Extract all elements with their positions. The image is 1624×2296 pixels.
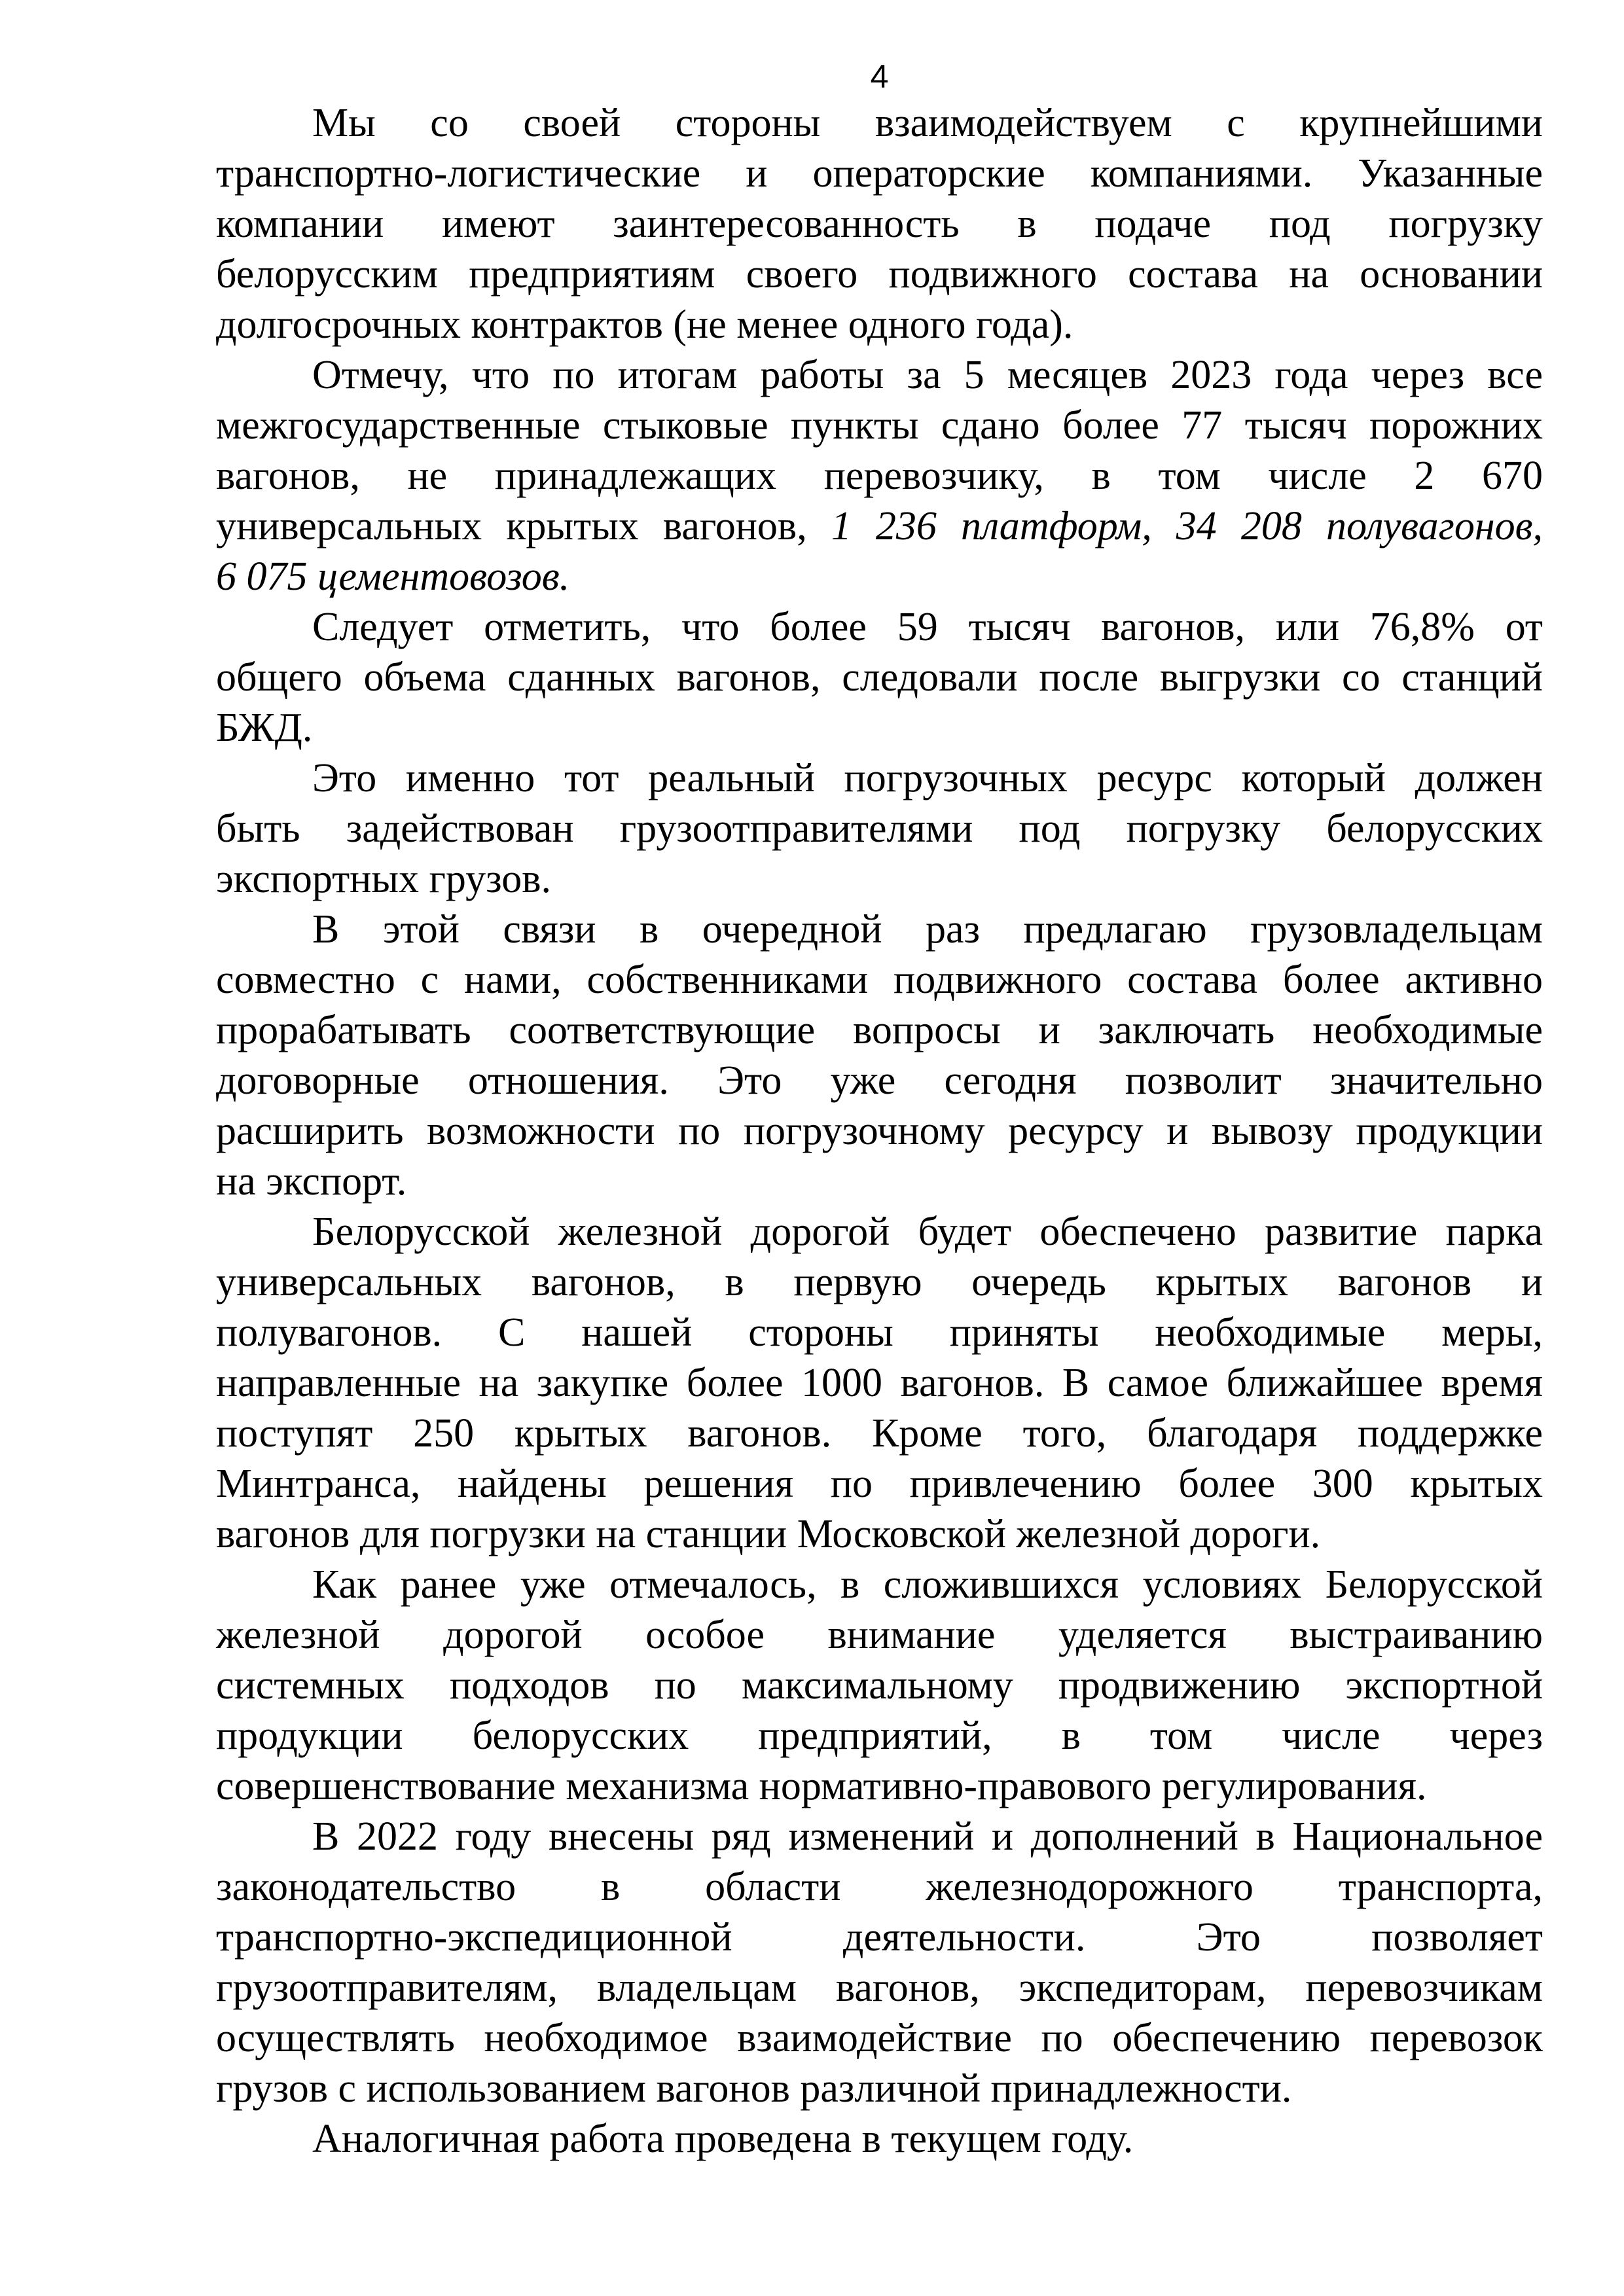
paragraph bbox=[216, 1207, 1543, 1560]
text-line: Минтранса, найдены решения по привлечению более 300 крытых bbox=[216, 1462, 1543, 1506]
text-line: Это именно тот реальный погрузочных ресурс который должен bbox=[312, 756, 1543, 800]
text-line: продукции белорусских предприятий, в том числе через bbox=[216, 1713, 1543, 1758]
text-line: вагонов, не принадлежащих перевозчику, в том числе 2 670 bbox=[216, 454, 1543, 498]
text-line: БЖД. bbox=[216, 706, 313, 750]
text-line: направленные на закупке более 1000 вагонов. В самое ближайшее время bbox=[216, 1361, 1543, 1405]
text-line: межгосударственные стыковые пункты сдано более 77 тысяч порожних bbox=[216, 403, 1543, 448]
paragraph bbox=[216, 905, 1543, 1207]
text-line: 6 075 цементовозов. bbox=[216, 554, 570, 599]
paragraph bbox=[216, 98, 1543, 350]
text-line: белорусским предприятиям своего подвижного состава на основании bbox=[216, 252, 1543, 296]
text-line: поступят 250 крытых вагонов. Кроме того, благодаря поддержке bbox=[216, 1411, 1543, 1456]
text-line: железной дорогой особое внимание уделяется выстраиванию bbox=[216, 1613, 1543, 1657]
text-line: компании имеют заинтересованность в подаче под погрузку bbox=[216, 202, 1543, 246]
text-line: Белорусской железной дорогой будет обеспечено развитие парка bbox=[312, 1210, 1543, 1254]
text-line: В этой связи в очередной раз предлагаю грузовладельцам bbox=[312, 907, 1543, 952]
text-line: Аналогичная работа проведена в текущем году. bbox=[312, 2117, 1134, 2161]
text-line: осуществлять необходимое взаимодействие по обеспечению перевозок bbox=[216, 2016, 1543, 2060]
text-line: вагонов для погрузки на станции Московской железной дороги. bbox=[216, 1512, 1321, 1556]
text-line: Мы со своей стороны взаимодействуем с крупнейшими bbox=[312, 101, 1543, 145]
text-line: общего объема сданных вагонов, следовали после выгрузки со станций bbox=[216, 655, 1543, 700]
document-body bbox=[216, 98, 1543, 2164]
page-number: 4 bbox=[870, 58, 889, 95]
text-line: договорные отношения. Это уже сегодня позволит значительно bbox=[216, 1058, 1543, 1103]
text-line: полувагонов. С нашей стороны приняты необходимые меры, bbox=[216, 1310, 1543, 1355]
text-line: В 2022 году внесены ряд изменений и дополнений в Национальное bbox=[312, 1814, 1543, 1859]
text-line: быть задействован грузоотправителями под погрузку белорусских bbox=[216, 806, 1543, 851]
text-line: прорабатывать соответствующие вопросы и заключать необходимые bbox=[216, 1008, 1543, 1052]
paragraph bbox=[216, 753, 1543, 905]
paragraph bbox=[216, 602, 1543, 753]
text-line: экспортных грузов. bbox=[216, 857, 552, 901]
paragraph bbox=[216, 1812, 1543, 2114]
paragraph bbox=[216, 2114, 1543, 2164]
text-line: грузов с использованием вагонов различной принадлежности. bbox=[216, 2066, 1292, 2111]
text-line: универсальных вагонов, в первую очередь крытых вагонов и bbox=[216, 1260, 1543, 1304]
text-line: транспортно-логистические и операторские компаниями. Указанные bbox=[216, 151, 1543, 196]
text-line: совместно с нами, собственниками подвижного состава более активно bbox=[216, 958, 1543, 1002]
text-line: на экспорт. bbox=[216, 1159, 407, 1204]
text-line: грузоотправителям, владельцам вагонов, экспедиторам, перевозчикам bbox=[216, 1965, 1543, 2010]
text-line: совершенствование механизма нормативно-правового регулирования. bbox=[216, 1764, 1427, 1808]
text-line: расширить возможности по погрузочному ресурсу и вывозу продукции bbox=[216, 1109, 1543, 1153]
text-line: универсальных крытых вагонов, 1 236 платформ, 34 208 полувагонов, bbox=[216, 504, 1543, 548]
text-line: системных подходов по максимальному продвижению экспортной bbox=[216, 1663, 1543, 1708]
paragraph bbox=[216, 350, 1543, 602]
text-line: Как ранее уже отмечалось, в сложившихся условиях Белорусской bbox=[312, 1562, 1543, 1607]
text-line: Отмечу, что по итогам работы за 5 месяцев 2023 года через все bbox=[312, 353, 1543, 397]
text-line: Следует отметить, что более 59 тысяч вагонов, или 76,8% от bbox=[312, 605, 1543, 649]
text-line: законодательство в области железнодорожного транспорта, bbox=[216, 1865, 1543, 1909]
text-line: транспортно-экспедиционной деятельности. Это позволяет bbox=[216, 1915, 1543, 1960]
paragraph bbox=[216, 1560, 1543, 1812]
text-line: долгосрочных контрактов (не менее одного года). bbox=[216, 302, 1074, 347]
